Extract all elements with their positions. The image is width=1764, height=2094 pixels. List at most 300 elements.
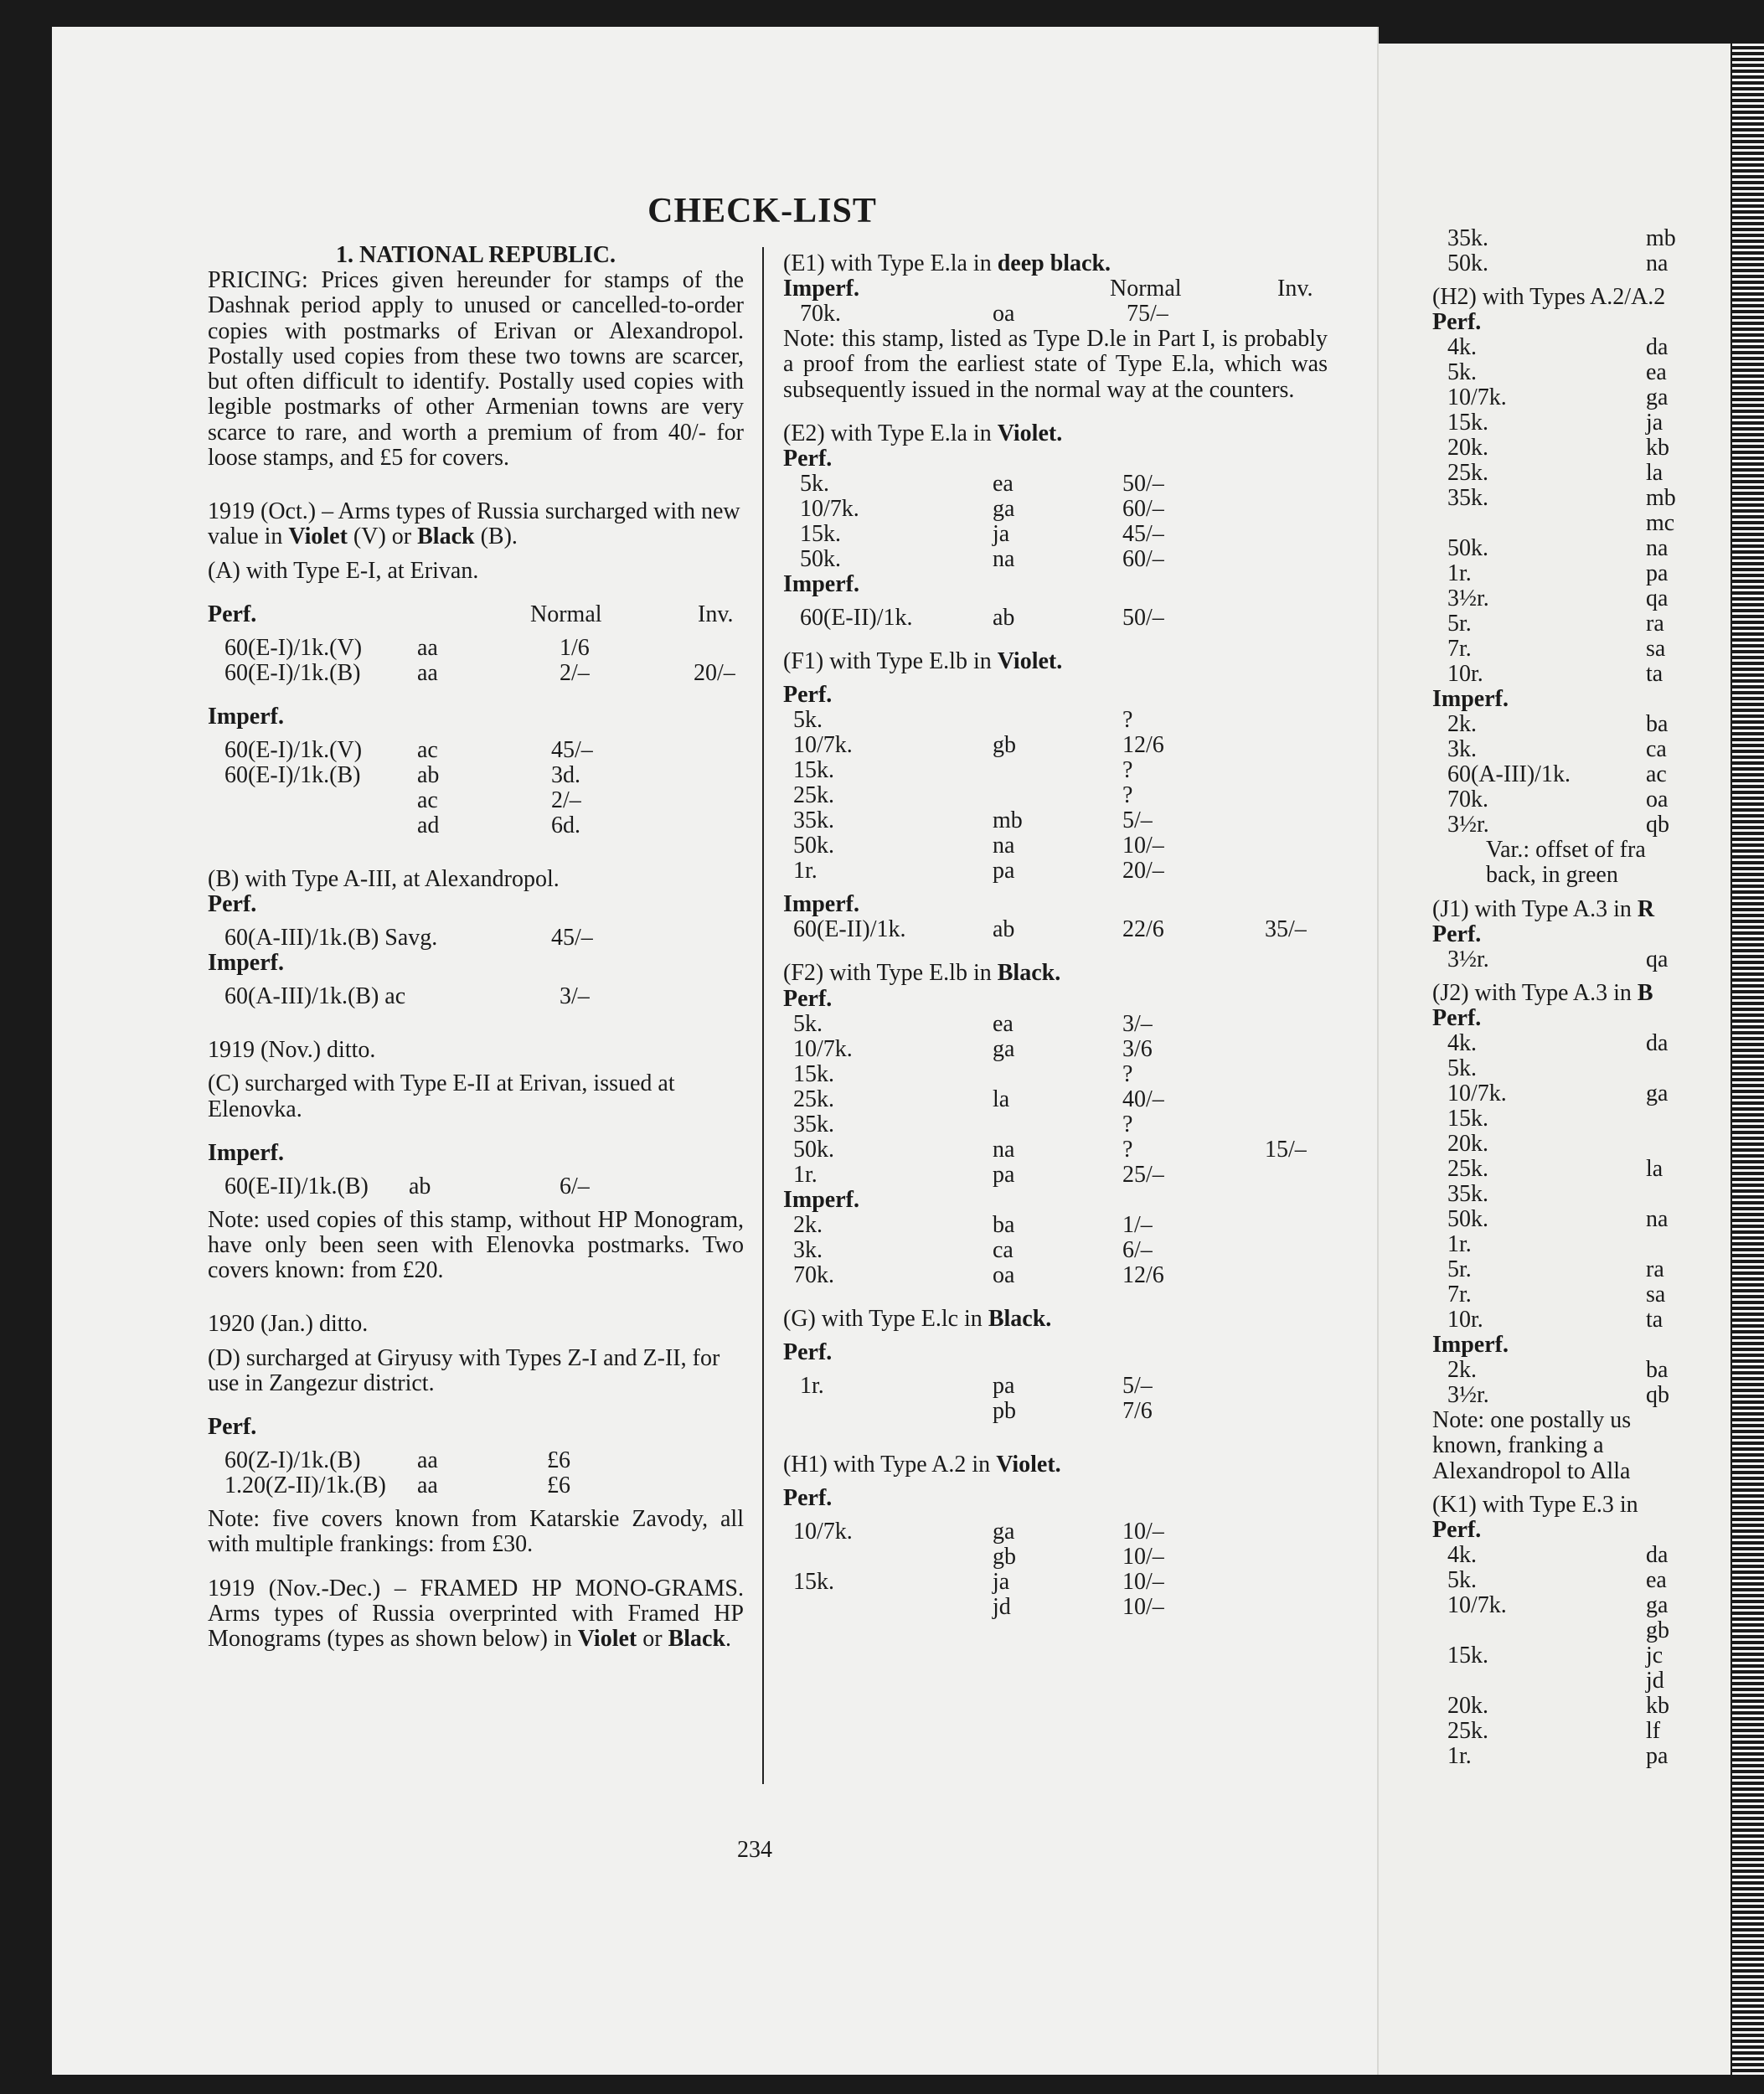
- table-row: [1432, 1081, 1730, 1106]
- table-row: [783, 859, 1328, 884]
- note-line: known, franking a: [1432, 1432, 1604, 1459]
- price: 22/6: [1122, 916, 1164, 943]
- table-cell: 10/–: [1122, 1569, 1164, 1596]
- table-cell: 1/–: [1122, 1211, 1153, 1238]
- table-cell: 3k.: [793, 1236, 823, 1263]
- e1-row: [783, 302, 1328, 327]
- table-row: [1432, 410, 1730, 436]
- table-row: [208, 661, 744, 686]
- title-text: (F1) with Type E.lb in: [783, 648, 998, 675]
- table-cell: 10/7k.: [793, 732, 853, 759]
- table-row: [1432, 1618, 1730, 1643]
- table-row: [783, 1570, 1328, 1595]
- table-cell: aa: [417, 634, 438, 661]
- table-cell: 7r.: [1447, 636, 1472, 663]
- table-row: [1432, 1282, 1730, 1307]
- table-cell: 7/6: [1122, 1397, 1153, 1424]
- stamp-desc: 60(A-III)/1k.(B) ac: [224, 983, 406, 1010]
- table-cell: pa: [993, 1372, 1015, 1399]
- table-cell: 4k.: [1447, 1030, 1477, 1057]
- table-cell: 35k.: [1447, 485, 1488, 512]
- stamp-desc: 60(E-II)/1k.(B): [224, 1173, 369, 1199]
- j1-perf-rows: [1432, 947, 1730, 972]
- table-cell: ga: [1646, 384, 1669, 411]
- price: 3/–: [560, 983, 590, 1010]
- issue-1919-nov: 1919 (Nov.) ditto.: [208, 1037, 376, 1064]
- table-row: [783, 547, 1328, 572]
- note-d: Note: five covers known from Katarskie Zavody, all with multiple frankings: from £30.: [208, 1506, 744, 1558]
- table-cell: da: [1646, 334, 1669, 361]
- table-cell: 45/–: [1122, 521, 1164, 548]
- code: ab: [409, 1173, 431, 1199]
- f2-title: [783, 961, 1328, 986]
- pricing-paragraph: [208, 268, 744, 471]
- table-cell: 40/–: [1122, 1086, 1164, 1112]
- table-row: [208, 788, 744, 813]
- table-row: [783, 1595, 1328, 1620]
- imperf-label: Imperf.: [783, 891, 859, 918]
- table-cell: 35k.: [1447, 225, 1488, 251]
- title-bold: Violet.: [996, 1451, 1061, 1478]
- table-cell: 3/–: [1122, 1010, 1153, 1037]
- table-row: [783, 783, 1328, 808]
- table-cell: ga: [993, 1519, 1015, 1545]
- v-abbr: (V) or: [347, 524, 418, 550]
- table-row: [1432, 486, 1730, 511]
- table-cell: 2k.: [793, 1211, 823, 1238]
- end-period: .: [725, 1626, 732, 1653]
- table-cell: 12/6: [1122, 732, 1164, 759]
- table-cell: mb: [1646, 485, 1676, 512]
- table-cell: 15k.: [793, 757, 834, 784]
- table-row: [1432, 762, 1730, 787]
- table-cell: 10/7k.: [1447, 384, 1507, 411]
- e2-imperf-row: [783, 606, 1328, 631]
- table-row: [783, 522, 1328, 547]
- perf-label: Perf.: [1432, 309, 1482, 336]
- table-cell: ta: [1646, 661, 1663, 688]
- black-word: Black: [668, 1626, 726, 1653]
- table-cell: ga: [993, 1035, 1015, 1062]
- table-cell: 35k.: [793, 807, 834, 834]
- table-cell: 50k.: [1447, 250, 1488, 276]
- note-line: Alexandropol to Alla: [1432, 1457, 1631, 1484]
- table-cell: 15k.: [1447, 1106, 1488, 1132]
- issue-framed: [208, 1576, 744, 1653]
- title-text: (H1) with Type A.2 in: [783, 1451, 997, 1478]
- h2-title: (H2) with Types A.2/A.2: [1432, 284, 1666, 310]
- table-cell: 3½r.: [1447, 946, 1489, 972]
- table-cell: ba: [1646, 1357, 1669, 1384]
- table-cell: 20k.: [1447, 435, 1488, 462]
- table-cell: 5/–: [1122, 1372, 1153, 1399]
- j2-note: [1432, 1408, 1730, 1484]
- table-cell: 60(E-I)/1k.(B): [224, 659, 361, 686]
- table-row: [1432, 1257, 1730, 1282]
- k1-title: (K1) with Type E.3 in: [1432, 1491, 1638, 1518]
- table-cell: 1r.: [1447, 1231, 1472, 1258]
- table-cell: 5r.: [1447, 1256, 1472, 1283]
- normal-label: Normal: [530, 601, 602, 627]
- group-b-perf-row: [208, 926, 744, 951]
- table-cell: ?: [1122, 757, 1133, 784]
- table-row: [783, 808, 1328, 833]
- table-cell: ea: [1646, 1567, 1667, 1594]
- note-line: Note: one postally us: [1432, 1407, 1632, 1434]
- table-row: [1432, 1383, 1730, 1408]
- code: oa: [993, 301, 1015, 328]
- e1-title: [783, 251, 1328, 276]
- f1-perf-rows: [783, 708, 1328, 884]
- g-title: [783, 1307, 1328, 1332]
- table-row: [1432, 737, 1730, 762]
- inv-label: Inv.: [698, 601, 734, 627]
- table-cell: 6d.: [551, 812, 580, 838]
- table-row: [208, 813, 744, 838]
- table-cell: 10/7k.: [800, 496, 859, 523]
- group-b-imperf-row: [208, 984, 744, 1009]
- imperf-label: Imperf.: [1432, 1332, 1509, 1359]
- title-bold: Black.: [997, 960, 1061, 987]
- table-cell: 60(Z-I)/1k.(B): [224, 1447, 361, 1474]
- table-cell: 60(E-I)/1k.(V): [224, 736, 363, 763]
- value: 70k.: [800, 301, 841, 328]
- table-cell: 5/–: [1122, 807, 1153, 834]
- table-cell: 1r.: [793, 1161, 818, 1188]
- inv-price: 35/–: [1265, 916, 1307, 943]
- j2-perf-rows: [1432, 1031, 1730, 1333]
- group-c-title: (C) surcharged with Type E-II at Erivan, issued at Elenovka.: [208, 1070, 675, 1122]
- table-cell: ?: [1122, 1111, 1133, 1137]
- normal-label: Normal: [1110, 276, 1182, 302]
- table-cell: ?: [1122, 1136, 1133, 1163]
- table-cell: 25k.: [1447, 1156, 1488, 1183]
- perf-label: Perf.: [783, 1338, 833, 1365]
- f2-perf-rows: [783, 1012, 1328, 1188]
- table-cell: ?: [1122, 782, 1133, 809]
- table-cell: 50k.: [793, 1136, 834, 1163]
- h2-var2: back, in green: [1486, 862, 1618, 889]
- table-cell: 25k.: [793, 782, 834, 809]
- table-cell: 70k.: [793, 1261, 834, 1288]
- h1-perf-rows: [783, 1519, 1328, 1620]
- h2-perf-rows: [1432, 335, 1730, 687]
- table-cell: ea: [1646, 359, 1667, 386]
- column-a: [208, 243, 744, 1652]
- table-row: [1432, 1182, 1730, 1207]
- table-row: [208, 1473, 744, 1498]
- table-cell: ea: [993, 1010, 1014, 1037]
- table-row: [783, 1399, 1328, 1424]
- table-cell: 25k.: [793, 1086, 834, 1112]
- table-cell: gb: [993, 1544, 1016, 1570]
- table-cell: 10/7k.: [1447, 1592, 1507, 1619]
- table-cell: 5k.: [793, 707, 823, 734]
- table-row: [1432, 1157, 1730, 1182]
- table-row: [783, 497, 1328, 522]
- title-text: (J1) with Type A.3 in: [1432, 895, 1638, 922]
- table-row: [1432, 335, 1730, 360]
- title-text: (J2) with Type A.3 in: [1432, 979, 1638, 1006]
- code: ab: [993, 916, 1015, 943]
- table-row: [1432, 511, 1730, 536]
- table-row: [1432, 1106, 1730, 1132]
- h2-imperf-rows: [1432, 712, 1730, 838]
- title-text: (E1) with Type E.la in: [783, 250, 998, 276]
- k1-perf-rows: [1432, 1543, 1730, 1769]
- f1-imperf-row: [783, 917, 1328, 942]
- table-cell: ba: [993, 1211, 1015, 1238]
- table-cell: 5k.: [800, 471, 829, 498]
- violet-word: Violet: [577, 1626, 637, 1653]
- table-cell: 2/–: [551, 787, 581, 813]
- group-b-title: (B) with Type A-III, at Alexandropol.: [208, 865, 560, 892]
- table-cell: 2k.: [1447, 711, 1477, 738]
- title-bold: B: [1637, 979, 1653, 1006]
- table-cell: £6: [547, 1473, 570, 1499]
- table-row: [783, 1263, 1328, 1288]
- table-row: [208, 1448, 744, 1473]
- table-row: [1432, 536, 1730, 561]
- table-cell: 20/–: [694, 659, 735, 686]
- h1-title: [783, 1452, 1328, 1478]
- table-row: [783, 1062, 1328, 1087]
- table-row: [783, 472, 1328, 497]
- table-row: [1432, 1643, 1730, 1668]
- table-row: [1432, 812, 1730, 838]
- table-cell: 10/7k.: [793, 1035, 853, 1062]
- table-row: [1432, 385, 1730, 410]
- imperf-label: Imperf.: [208, 1139, 284, 1166]
- table-row: [1432, 436, 1730, 461]
- table-cell: ?: [1122, 1060, 1133, 1087]
- table-cell: la: [993, 1086, 1010, 1112]
- table-cell: gb: [1646, 1617, 1669, 1644]
- table-cell: pb: [993, 1397, 1016, 1424]
- table-cell: sa: [1646, 636, 1666, 663]
- table-cell: 50k.: [1447, 1206, 1488, 1233]
- imperf-label: Imperf.: [208, 703, 284, 730]
- title-text: (E2) with Type E.la in: [783, 420, 998, 446]
- table-cell: 2/–: [560, 659, 590, 686]
- table-cell: 15/–: [1265, 1136, 1307, 1163]
- perf-label: Perf.: [1432, 921, 1482, 947]
- stamp-desc: 60(A-III)/1k.(B) Savg.: [224, 925, 438, 952]
- table-row: [1432, 1232, 1730, 1257]
- table-cell: da: [1646, 1030, 1669, 1057]
- table-row: [783, 733, 1328, 758]
- table-cell: 25/–: [1122, 1161, 1164, 1188]
- table-cell: 60(A-III)/1k.: [1447, 761, 1571, 788]
- table-cell: na: [993, 546, 1015, 573]
- table-row: [1432, 1668, 1730, 1694]
- table-row: [783, 1374, 1328, 1399]
- table-cell: 5k.: [1447, 359, 1477, 386]
- table-row: [208, 738, 744, 763]
- table-cell: 3½r.: [1447, 585, 1489, 612]
- table-cell: 6/–: [1122, 1236, 1153, 1263]
- e1-header: [783, 276, 1328, 302]
- table-cell: kb: [1646, 435, 1669, 462]
- table-cell: 10/–: [1122, 1544, 1164, 1570]
- table-cell: la: [1646, 460, 1663, 487]
- table-cell: la: [1646, 1156, 1663, 1183]
- table-cell: 60(E-I)/1k.(V): [224, 634, 363, 661]
- g-perf-rows: [783, 1374, 1328, 1424]
- table-cell: pa: [1646, 1743, 1669, 1770]
- table-cell: 60/–: [1122, 546, 1164, 573]
- price: 45/–: [551, 925, 593, 952]
- table-cell: 60(E-I)/1k.(B): [224, 761, 361, 788]
- table-row: [1432, 360, 1730, 385]
- table-cell: 50k.: [800, 546, 841, 573]
- issue-text: 1919 (Nov.-Dec.) – FRAMED HP MONO-GRAMS. Arms types of Russia overprinted with Framed HP Monograms (types as shown below) in: [208, 1575, 744, 1653]
- b-abbr: (B).: [474, 524, 518, 550]
- table-cell: mb: [993, 807, 1023, 834]
- table-row: [1432, 226, 1730, 251]
- table-cell: ra: [1646, 1256, 1664, 1283]
- table-row: [1432, 1694, 1730, 1719]
- table-cell: 10/–: [1122, 1594, 1164, 1621]
- table-row: [783, 758, 1328, 783]
- table-row: [783, 1519, 1328, 1545]
- violet-word: Violet: [288, 524, 348, 550]
- table-cell: ga: [993, 496, 1015, 523]
- table-cell: ac: [417, 787, 438, 813]
- group-c-imperf-row: [208, 1174, 744, 1199]
- h2-var: Var.: offset of fra: [1486, 837, 1646, 864]
- column-b: [783, 251, 1328, 1620]
- e2-perf-rows: [783, 472, 1328, 572]
- table-cell: 12/6: [1122, 1261, 1164, 1288]
- table-row: [1432, 586, 1730, 611]
- table-cell: 10/7k.: [793, 1519, 853, 1545]
- table-row: [1432, 1744, 1730, 1769]
- column-divider: [762, 247, 764, 1784]
- e1-note: Note: this stamp, listed as Type D.le in Part I, is probably a proof from the earliest state of Type E.la, which was subsequently issued in the normal way at the counters.: [783, 326, 1328, 403]
- table-cell: 10/–: [1122, 833, 1164, 859]
- section-heading: 1. NATIONAL REPUBLIC.: [336, 242, 616, 268]
- black-word: Black: [417, 524, 475, 550]
- table-cell: jd: [1646, 1668, 1664, 1694]
- table-cell: 25k.: [1447, 460, 1488, 487]
- table-cell: 20k.: [1447, 1693, 1488, 1720]
- table-cell: 3k.: [1447, 736, 1477, 763]
- j2-title: [1432, 981, 1730, 1006]
- table-cell: ac: [1646, 761, 1667, 788]
- table-row: [1432, 611, 1730, 637]
- table-cell: pa: [1646, 560, 1669, 587]
- table-cell: 2k.: [1447, 1357, 1477, 1384]
- table-cell: 10/–: [1122, 1519, 1164, 1545]
- table-row: [1432, 712, 1730, 737]
- table-cell: 20k.: [1447, 1131, 1488, 1158]
- table-row: [783, 708, 1328, 733]
- table-cell: mb: [1646, 225, 1676, 251]
- group-a-header: [208, 602, 744, 627]
- table-cell: oa: [1646, 787, 1669, 813]
- perf-label: Perf.: [783, 446, 833, 472]
- perf-label: Perf.: [1432, 1517, 1482, 1544]
- table-cell: 15k.: [1447, 410, 1488, 436]
- table-cell: 15k.: [793, 1060, 834, 1087]
- right-page-clip: [1379, 44, 1730, 2075]
- table-row: [1432, 251, 1730, 276]
- title-bold: Black.: [988, 1305, 1052, 1332]
- table-cell: aa: [417, 1473, 438, 1499]
- table-row: [1432, 1593, 1730, 1618]
- table-row: [783, 1087, 1328, 1112]
- table-row: [1432, 561, 1730, 586]
- table-cell: qa: [1646, 946, 1669, 972]
- table-cell: ?: [1122, 707, 1133, 734]
- perf-label: Perf.: [783, 682, 833, 709]
- title-bold: R: [1637, 895, 1655, 922]
- perf-label: Perf.: [783, 1485, 833, 1512]
- table-cell: na: [993, 833, 1015, 859]
- table-row: [1432, 947, 1730, 972]
- column-c: [1432, 226, 1730, 1769]
- table-cell: 15k.: [793, 1569, 834, 1596]
- pricing-text: : Prices given hereunder for stamps of the Dashnak period apply to unused or cancelled-to-order copies with postmarks of Erivan or Alexandropol. Postally used copies from these two towns are scarcer, but often difficult to identify. Postally used copies with legible postmarks of other Armenian towns are very scarce to rare, and worth a premium of from 40/- for loose stamps, and £5 for covers.: [208, 267, 744, 471]
- table-cell: 3/6: [1122, 1035, 1153, 1062]
- table-row: [783, 1012, 1328, 1037]
- table-row: [1432, 637, 1730, 662]
- imperf-label: Imperf.: [1432, 686, 1509, 713]
- f2-imperf-rows: [783, 1213, 1328, 1288]
- table-cell: 60/–: [1122, 496, 1164, 523]
- table-cell: 5k.: [793, 1010, 823, 1037]
- group-d-title: (D) surcharged at Giryusy with Types Z-I and Z-II, for use in Zangezur district.: [208, 1344, 720, 1396]
- table-cell: ba: [1646, 711, 1669, 738]
- table-row: [1432, 1031, 1730, 1056]
- table-cell: 15k.: [800, 521, 841, 548]
- table-cell: pa: [993, 1161, 1015, 1188]
- issue-text: 1919 (Oct.) – Arms types of Russia surcharged with new value in: [208, 498, 740, 550]
- table-row: [783, 1112, 1328, 1137]
- or-word: or: [637, 1626, 668, 1653]
- perf-label: Perf.: [208, 601, 257, 627]
- table-row: [1432, 787, 1730, 812]
- group-a-imperf-rows: [208, 738, 744, 838]
- table-cell: 5k.: [1447, 1567, 1477, 1594]
- table-row: [783, 1163, 1328, 1188]
- table-cell: 35k.: [793, 1111, 834, 1137]
- issue-1920-jan: 1920 (Jan.) ditto.: [208, 1311, 369, 1338]
- table-cell: 10r.: [1447, 1307, 1483, 1333]
- imperf-label: Imperf.: [783, 276, 859, 302]
- perf-label: Perf.: [208, 891, 257, 918]
- title-bold: Violet.: [997, 648, 1063, 675]
- price: 50/–: [1122, 605, 1164, 632]
- table-cell: £6: [547, 1447, 570, 1474]
- table-cell: 10r.: [1447, 661, 1483, 688]
- perf-label: Perf.: [1432, 1005, 1482, 1032]
- table-cell: ja: [993, 521, 1010, 548]
- table-cell: ja: [993, 1569, 1010, 1596]
- table-cell: aa: [417, 659, 438, 686]
- top-rows: [1432, 226, 1730, 276]
- table-cell: 5k.: [1447, 1055, 1477, 1082]
- table-cell: 20/–: [1122, 858, 1164, 885]
- table-cell: ca: [1646, 736, 1667, 763]
- table-cell: 3d.: [551, 761, 580, 788]
- imperf-label: Imperf.: [783, 1186, 859, 1213]
- table-cell: 35k.: [1447, 1181, 1488, 1208]
- table-cell: 1/6: [560, 634, 590, 661]
- table-cell: lf: [1646, 1718, 1661, 1745]
- table-cell: 4k.: [1447, 1542, 1477, 1569]
